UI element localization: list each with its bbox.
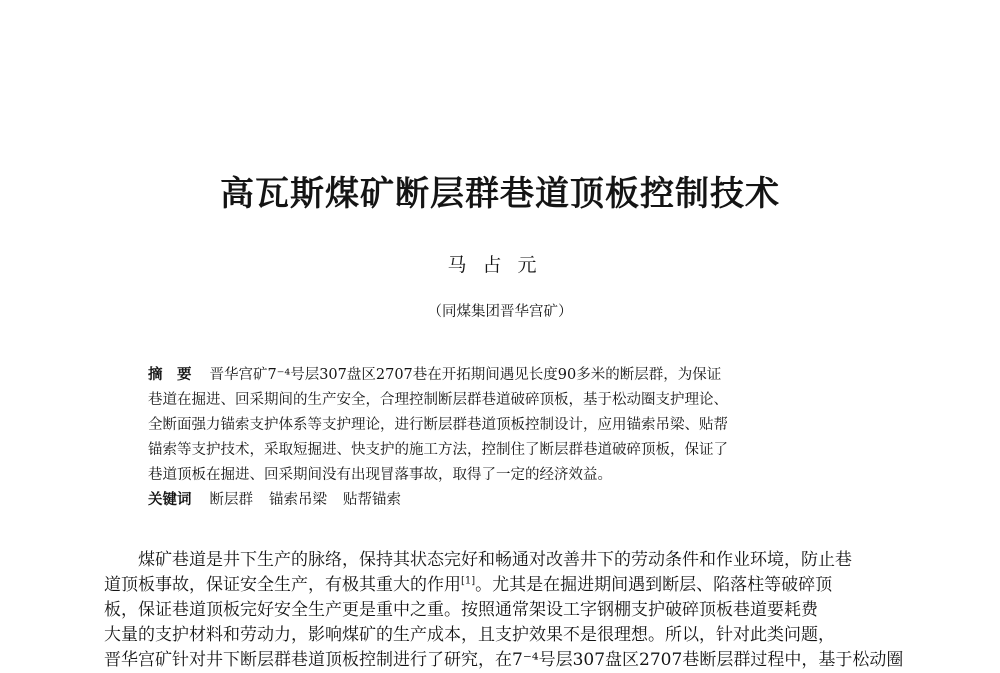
author-affiliation: （同煤集团晋华宫矿） (427, 304, 573, 320)
body-line: 板，保证巷道顶板完好安全生产更是重中之重。按照通常架设工字钢棚支护破碎顶板巷道要耗费 (104, 600, 818, 620)
body-text-fragment: 。尤其是在掘进期间遇到断层、陷落柱等破碎顶 (475, 575, 833, 595)
body-text-fragment: 道顶板事故，保证安全生产，有极其重大的作用 (104, 575, 461, 595)
keyword: 贴帮锚索 (343, 492, 401, 508)
body-line (104, 573, 904, 598)
abstract-line: 巷道在掘进、回采期间的生产安全，合理控制断层群巷道破碎顶板，基于松动圈支护理论、 (148, 392, 728, 408)
abstract-line: 锚索等支护技术，采取短掘进、快支护的施工方法，控制住了断层群巷道破碎顶板，保证了 (148, 442, 728, 458)
abstract-text: 晋华宫矿7⁻⁴号层307盘区2707巷在开拓期间遇见长度90多米的断层群，为保证 (209, 367, 722, 383)
keyword: 锚索吊梁 (269, 492, 327, 508)
keywords-line (148, 488, 860, 513)
keywords-label: 关键词 (148, 492, 192, 508)
abstract-line (148, 363, 860, 388)
abstract-label: 摘 要 (148, 367, 192, 383)
abstract-line: 全断面强力锚索支护体系等支护理论，进行断层群巷道顶板控制设计，应用锚索吊梁、贴帮 (148, 417, 728, 433)
abstract-section (148, 363, 860, 513)
body-line: 晋华宫矿针对井下断层群巷道顶板控制进行了研究，在7⁻⁴号层307盘区2707巷断层群过程中，基于松动圈 (104, 650, 904, 670)
body-line: 大量的支护材料和劳动力，影响煤矿的生产成本，且支护效果不是很理想。所以，针对此类问题， (104, 625, 835, 645)
paper-title: 高瓦斯煤矿断层群巷道顶板控制技术 (220, 174, 780, 214)
citation-ref: [1] (461, 575, 476, 587)
body-text (104, 548, 904, 673)
keyword: 断层群 (209, 492, 253, 508)
abstract-line: 巷道顶板在掘进、回采期间没有出现冒落事故，取得了一定的经济效益。 (148, 467, 612, 483)
author-name: 马占元 (447, 254, 553, 276)
body-line: 煤矿巷道是井下生产的脉络，保持其状态完好和畅通对改善井下的劳动条件和作业环境，防止巷 (138, 550, 852, 570)
